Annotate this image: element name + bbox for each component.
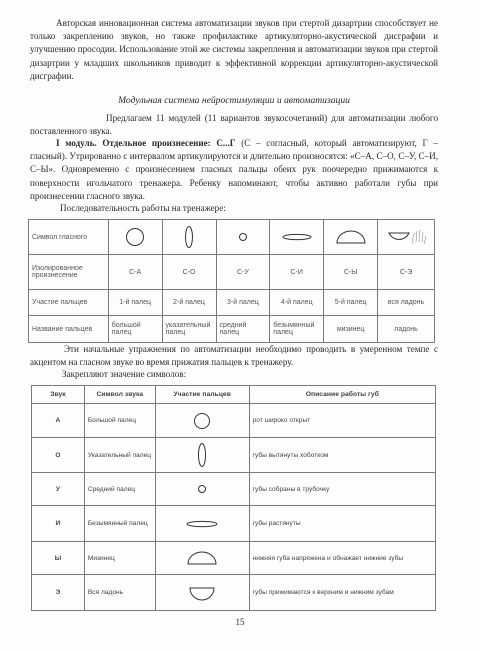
table-row xyxy=(32,473,436,506)
finger-name-cell: безымянный палец xyxy=(270,316,324,343)
row-label: Название пальцев xyxy=(29,316,109,343)
finger-count-cell: 1-й палец xyxy=(108,290,162,316)
sound-cell: У xyxy=(32,473,85,506)
header-symbol: Символ звука xyxy=(84,386,155,404)
syllable-cell: С-О xyxy=(162,255,216,290)
trainer-sequence-table xyxy=(28,219,435,343)
symbol-o-icon xyxy=(162,220,216,255)
finger-name-cell: ладонь xyxy=(378,316,435,343)
table-row xyxy=(32,575,436,611)
row-label: Участие пальцев xyxy=(29,290,109,316)
symbol-y-icon xyxy=(324,220,378,255)
symbol-e-icon xyxy=(155,575,249,611)
table-row xyxy=(29,290,435,316)
finger-count-cell: 2-й палец xyxy=(162,290,216,316)
sound-cell: И xyxy=(32,506,85,542)
syllable-cell: С-Ы xyxy=(324,255,378,290)
syllable-cell: С-И xyxy=(270,255,324,290)
sound-cell: Ы xyxy=(32,542,85,575)
lips-cell: губы прижимаются к верхним и нижним зубам xyxy=(249,575,435,611)
lips-cell: губы вытянуты хоботком xyxy=(249,438,435,473)
finger-name-cell: мизинец xyxy=(324,316,378,343)
offer-paragraph: Предлагаем 11 модулей (11 вариантов звукосочетаний) для автоматизации любого поставленного звука. xyxy=(30,113,438,137)
finger-count-cell: 5-й палец xyxy=(324,290,378,316)
sequence-caption: Последовательность работы на тренажере: xyxy=(60,203,226,213)
table-header-row xyxy=(32,386,436,404)
header-lips: Описание работы губ xyxy=(249,386,435,404)
table-row xyxy=(32,542,436,575)
symbol-u-icon xyxy=(216,220,270,255)
module-paragraph xyxy=(30,137,438,203)
symbol-u-icon xyxy=(155,473,249,506)
sound-cell: А xyxy=(32,404,85,438)
lips-cell: губы растянуты xyxy=(249,506,435,542)
module-heading: I модуль. Отдельное произнесение: С...Г xyxy=(56,138,236,148)
lips-cell: нижняя губа напряжена и обнажает нижние зубы xyxy=(249,542,435,575)
symbol-i-icon xyxy=(155,506,249,542)
syllable-cell: С-У xyxy=(216,255,270,290)
syllable-cell: С-А xyxy=(108,255,162,290)
table-row xyxy=(32,404,436,438)
table-row xyxy=(29,220,435,255)
table-row xyxy=(29,316,435,343)
finger-count-cell: 3-й палец xyxy=(216,290,270,316)
table-row xyxy=(32,438,436,473)
finger-cell: Указательный палец xyxy=(84,438,155,473)
finger-cell: Средний палец xyxy=(84,473,155,506)
lips-cell: рот широко открыт xyxy=(249,404,435,438)
lips-cell: губы собраны в трубочку xyxy=(249,473,435,506)
finger-count-cell: 4-й палец xyxy=(270,290,324,316)
sound-cell: Э xyxy=(32,575,85,611)
syllable-cell: С-Э xyxy=(378,255,435,290)
header-fingers: Участие пальцев xyxy=(155,386,249,404)
finger-cell: Безымянный палец xyxy=(84,506,155,542)
symbol-y-icon xyxy=(155,542,249,575)
sound-cell: О xyxy=(32,438,85,473)
module-text: (С – согласный, который автоматизируют, Г – гласный). Утрированно с интервалом артикулируются и длительно произносятся: «С–А, С–О, С–У, С–И, С–Ы». Одновременно с произнесением гласных пальцы обеих рук поочередно прижимаются к поверхности игольчатого тренажера. Ребенку напоминают, чтобы активно работали губы при произнесении гласного звука. xyxy=(30,138,438,201)
symbol-a-icon xyxy=(155,404,249,438)
finger-cell: Большой палец xyxy=(84,404,155,438)
symbol-o-icon xyxy=(155,438,249,473)
header-sound: Звук xyxy=(32,386,85,404)
table-row xyxy=(29,255,435,290)
finger-name-cell: указательный палец xyxy=(162,316,216,343)
finger-count-cell: вся ладонь xyxy=(378,290,435,316)
symbol-i-icon xyxy=(270,220,324,255)
finger-cell: Мизинец xyxy=(84,542,155,575)
row-label: Символ гласного xyxy=(29,220,109,255)
symbols-caption: Закрепляют значение символов: xyxy=(62,369,187,379)
section-title: Модульная система нейростимуляции и автоматизации xyxy=(118,95,350,106)
symbol-a-icon xyxy=(108,220,162,255)
finger-cell: Вся ладонь xyxy=(84,575,155,611)
finger-name-cell: средний палец xyxy=(216,316,270,343)
symbol-e-icon xyxy=(378,220,435,255)
intro-paragraph: Авторская инновационная система автоматизации звуков при стертой дизартрии способствует не только закреплению звуков, но также профилактике артикуляторно-акустической дисграфии и улучшению просодии. Использование этой же системы закрепления и автоматизации звуков при стертой дизартрии у младших школьников приводит к эффективной коррекции артикуляторно-акустической дисграфии. xyxy=(30,18,438,81)
finger-name-cell: большой палец xyxy=(108,316,162,343)
table-row xyxy=(32,506,436,542)
tempo-paragraph: Эти начальные упражнения по автоматизации необходимо проводить в умеренном темпе с акцентом на гласном звуке во время прижатия пальцев к тренажеру. xyxy=(30,344,438,367)
page-number: 15 xyxy=(235,617,245,627)
symbols-table xyxy=(31,385,436,611)
row-label: Изолированное произнесение xyxy=(29,255,109,290)
